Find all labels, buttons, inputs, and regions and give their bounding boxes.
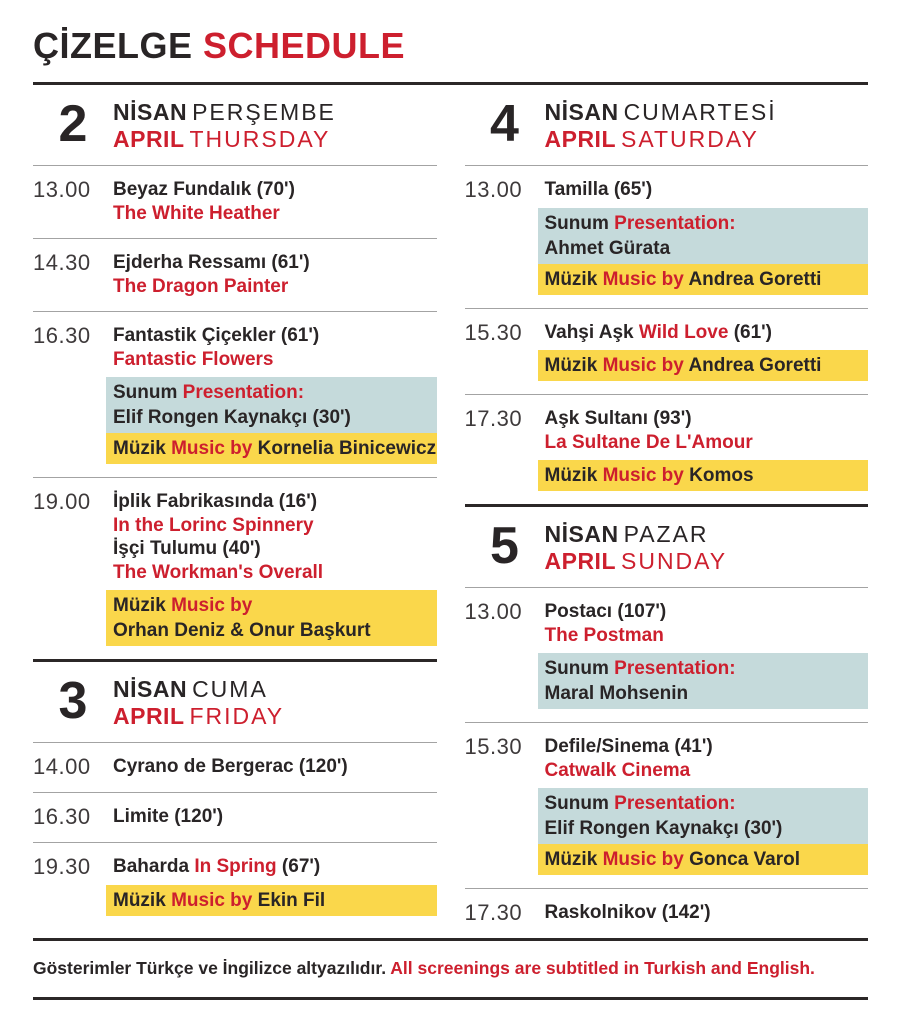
- day-month-tr: NİSAN: [544, 521, 619, 547]
- screening-title-line: [545, 759, 869, 783]
- schedule-columns: [33, 85, 868, 938]
- text-segment: Presentation:: [614, 212, 736, 234]
- text-segment: Baharda: [113, 856, 195, 877]
- text-segment: Kornelia Binicewicz: [257, 438, 437, 459]
- screening-time: 14.30: [33, 250, 91, 275]
- text-segment: Elif Rongen Kaynakçı (30'): [544, 818, 783, 839]
- text-segment: Müzik: [544, 465, 603, 486]
- screening-entry: [33, 792, 437, 842]
- day-title-line-tr: [113, 676, 284, 703]
- screening-time: 19.30: [33, 854, 91, 879]
- box-line: [545, 847, 861, 872]
- text-segment: Vahşi Aşk: [544, 321, 639, 343]
- text-segment: İplik Fabrikasında (16'): [113, 491, 318, 512]
- text-segment: The Dragon Painter: [113, 275, 289, 297]
- text-segment: Presentation:: [614, 658, 736, 679]
- text-segment: Gonca Varol: [689, 849, 801, 870]
- text-segment: Aşk Sultanı (93'): [544, 408, 692, 429]
- day-month-en: APRIL: [113, 126, 185, 152]
- box-line: [545, 791, 861, 816]
- text-segment: The White Heather: [113, 202, 280, 224]
- box-line: [545, 267, 861, 292]
- screening-body: [545, 407, 869, 491]
- text-segment: Music by: [171, 595, 253, 616]
- screening-time: 16.30: [33, 323, 91, 348]
- text-segment: Komos: [689, 465, 754, 486]
- text-segment: In Spring: [194, 856, 277, 877]
- box-line: [113, 593, 429, 618]
- screening-body: [545, 735, 869, 875]
- music-box: [538, 264, 869, 295]
- screening-time: 17.30: [464, 900, 523, 925]
- screening-body: [113, 490, 437, 646]
- text-segment: Müzik: [544, 355, 603, 376]
- music-box: [106, 433, 437, 464]
- day-weekday-tr: PAZAR: [623, 521, 709, 547]
- text-segment: Catwalk Cinema: [544, 759, 691, 781]
- text-segment: Sunum: [544, 212, 615, 234]
- text-segment: Tamilla (65'): [544, 179, 653, 200]
- screening-body: [545, 600, 869, 709]
- screening-title-line: [113, 275, 437, 299]
- text-segment: Sunum: [113, 382, 183, 403]
- text-segment: In the Lorinc Spinnery: [113, 514, 314, 536]
- day-number: 2: [58, 95, 88, 153]
- text-segment: Sunum: [544, 658, 615, 679]
- screening-time: 15.30: [464, 734, 523, 759]
- music-box: [538, 460, 869, 491]
- screening-entry: [465, 394, 869, 504]
- screening-entry: [33, 742, 437, 792]
- box-line: [545, 681, 861, 706]
- screening-time: 13.00: [33, 177, 91, 202]
- music-box: [538, 844, 869, 875]
- day-month-en: APRIL: [113, 703, 185, 729]
- text-segment: Andrea Goretti: [688, 355, 822, 376]
- day-section: [465, 504, 869, 938]
- day-title: [113, 98, 336, 153]
- box-line: [113, 888, 429, 913]
- presentation-box: [538, 208, 869, 264]
- day-month-tr: NİSAN: [113, 676, 188, 702]
- screening-body: [113, 755, 437, 779]
- screening-entry: [465, 722, 869, 888]
- screening-time: 15.30: [464, 319, 523, 345]
- text-segment: Beyaz Fundalık (70'): [113, 179, 295, 200]
- day-weekday-tr: PERŞEMBE: [192, 99, 336, 125]
- screening-title-line: [113, 755, 437, 779]
- text-segment: Presentation:: [614, 793, 736, 814]
- screening-body: [545, 901, 869, 925]
- day-number: 4: [490, 95, 519, 153]
- text-segment: The Workman's Overall: [113, 561, 324, 583]
- day-title: [545, 520, 728, 575]
- day-header: [33, 85, 437, 165]
- text-segment: Wild Love: [638, 321, 729, 343]
- text-segment: Sunum: [544, 793, 615, 814]
- day-number: 3: [58, 672, 88, 730]
- text-segment: Müzik: [113, 595, 172, 616]
- day-number: 5: [490, 517, 519, 575]
- day-header: [465, 507, 869, 587]
- presentation-box: [538, 788, 869, 844]
- screening-title-line: [113, 514, 437, 538]
- screening-title-line: [113, 251, 437, 275]
- presentation-box: [538, 653, 869, 709]
- footer-note-tr: Gösterimler Türkçe ve İngilizce altyazılıdır.: [33, 958, 387, 978]
- day-weekday-tr: CUMARTESİ: [623, 99, 777, 125]
- music-box: [538, 350, 869, 381]
- text-segment: Maral Mohsenin: [544, 683, 689, 704]
- day-title: [113, 675, 284, 730]
- screening-title-line: [113, 537, 437, 561]
- page-title-en: SCHEDULE: [203, 25, 406, 66]
- text-segment: Music by: [171, 889, 258, 911]
- day-weekday-en: SATURDAY: [621, 126, 759, 152]
- text-segment: Postacı (107'): [544, 601, 667, 622]
- music-box: [106, 590, 437, 646]
- footer-note: [33, 938, 868, 1000]
- text-segment: Cyrano de Bergerac (120'): [113, 756, 348, 777]
- text-segment: La Sultane De L'Amour: [544, 431, 753, 453]
- text-segment: Müzik: [113, 889, 172, 911]
- text-segment: Ahmet Gürata: [544, 237, 671, 259]
- screening-title-line: [545, 735, 869, 759]
- screening-entry: [33, 238, 437, 311]
- screening-title-line: [113, 490, 437, 514]
- day-weekday-en: FRIDAY: [189, 703, 285, 729]
- text-segment: Fantastic Flowers: [113, 348, 274, 370]
- day-title-line-tr: [545, 99, 777, 126]
- text-segment: Fantastik Çiçekler (61'): [113, 325, 320, 346]
- day-weekday-en: SUNDAY: [621, 548, 728, 574]
- text-segment: Ekin Fil: [257, 889, 326, 911]
- screening-body: [113, 251, 437, 298]
- box-line: [113, 405, 429, 430]
- text-segment: Orhan Deniz & Onur Başkurt: [113, 620, 371, 641]
- day-title-line-en: [113, 126, 336, 153]
- text-segment: Music by: [602, 465, 690, 486]
- screening-time: 19.00: [33, 489, 91, 514]
- text-segment: The Postman: [544, 624, 664, 646]
- day-title-line-tr: [113, 99, 336, 126]
- screening-title-line: [545, 407, 869, 431]
- schedule-column-left: [33, 85, 437, 929]
- text-segment: İşçi Tulumu (40'): [113, 538, 261, 559]
- text-segment: Defile/Sinema (41'): [544, 736, 713, 757]
- day-title-line-en: [545, 548, 728, 575]
- text-segment: Müzik: [113, 438, 172, 459]
- screening-title-line: [545, 321, 869, 345]
- screening-title-line: [545, 178, 869, 202]
- screening-title-line: [545, 600, 869, 624]
- screening-body: [545, 178, 869, 295]
- screening-time: 14.00: [33, 754, 91, 779]
- footer-note-en: All screenings are subtitled in Turkish and English.: [390, 958, 815, 978]
- box-line: [545, 656, 861, 681]
- text-segment: Presentation:: [182, 382, 305, 403]
- day-section: [465, 85, 869, 504]
- text-segment: Andrea Goretti: [688, 268, 822, 290]
- box-line: [545, 816, 861, 841]
- page-title: [33, 26, 868, 85]
- page-title-tr: ÇİZELGE: [33, 25, 193, 66]
- screening-title-line: [545, 431, 869, 455]
- day-title: [545, 98, 777, 153]
- day-section: [33, 85, 437, 659]
- day-title-line-tr: [545, 521, 728, 548]
- screening-body: [113, 324, 437, 464]
- text-segment: (61'): [728, 321, 773, 343]
- day-header: [33, 662, 437, 742]
- text-segment: Müzik: [544, 268, 603, 290]
- screening-entry: [465, 587, 869, 722]
- presentation-box: [106, 377, 437, 433]
- screening-body: [113, 855, 437, 916]
- text-segment: Müzik: [544, 849, 603, 870]
- day-month-en: APRIL: [544, 548, 616, 574]
- screening-time: 13.00: [464, 599, 523, 624]
- screening-title-line: [113, 805, 437, 829]
- box-line: [545, 353, 861, 378]
- screening-body: [113, 178, 437, 225]
- text-segment: Raskolnikov (142'): [544, 902, 711, 923]
- screening-entry: [465, 308, 869, 395]
- screening-entry: [465, 165, 869, 308]
- screening-entry: [33, 477, 437, 659]
- day-weekday-en: THURSDAY: [189, 126, 331, 152]
- day-weekday-tr: CUMA: [192, 676, 268, 702]
- box-line: [545, 463, 861, 488]
- screening-body: [113, 805, 437, 829]
- day-title-line-en: [113, 703, 284, 730]
- day-section: [33, 659, 437, 929]
- screening-title-line: [113, 855, 437, 879]
- screening-title-line: [113, 324, 437, 348]
- box-line: [545, 236, 861, 261]
- box-line: [545, 211, 861, 236]
- text-segment: Elif Rongen Kaynakçı (30'): [113, 407, 351, 428]
- day-month-en: APRIL: [544, 126, 616, 152]
- box-line: [113, 618, 429, 643]
- screening-title-line: [113, 561, 437, 585]
- screening-time: 16.30: [33, 804, 91, 829]
- day-header: [465, 85, 869, 165]
- text-segment: Music by: [602, 355, 689, 376]
- screening-body: [545, 321, 869, 382]
- music-box: [106, 885, 437, 916]
- screening-time: 13.00: [464, 177, 523, 202]
- text-segment: Limite (120'): [113, 806, 224, 827]
- screening-title-line: [113, 178, 437, 202]
- day-month-tr: NİSAN: [113, 99, 188, 125]
- screening-entry: [33, 165, 437, 238]
- box-line: [113, 380, 429, 405]
- screening-title-line: [545, 901, 869, 925]
- text-segment: Music by: [602, 849, 690, 870]
- day-month-tr: NİSAN: [544, 99, 619, 125]
- screening-title-line: [113, 348, 437, 372]
- text-segment: (67'): [276, 856, 321, 877]
- screening-time: 17.30: [464, 406, 523, 431]
- text-segment: Ejderha Ressamı (61'): [113, 252, 310, 273]
- screening-entry: [33, 311, 437, 477]
- text-segment: Music by: [602, 268, 689, 290]
- day-title-line-en: [545, 126, 777, 153]
- box-line: [113, 436, 437, 461]
- screening-title-line: [545, 624, 869, 648]
- screening-entry: [33, 842, 437, 929]
- text-segment: Music by: [171, 438, 258, 459]
- screening-title-line: [113, 202, 437, 226]
- screening-entry: [465, 888, 869, 938]
- schedule-column-right: [465, 85, 869, 938]
